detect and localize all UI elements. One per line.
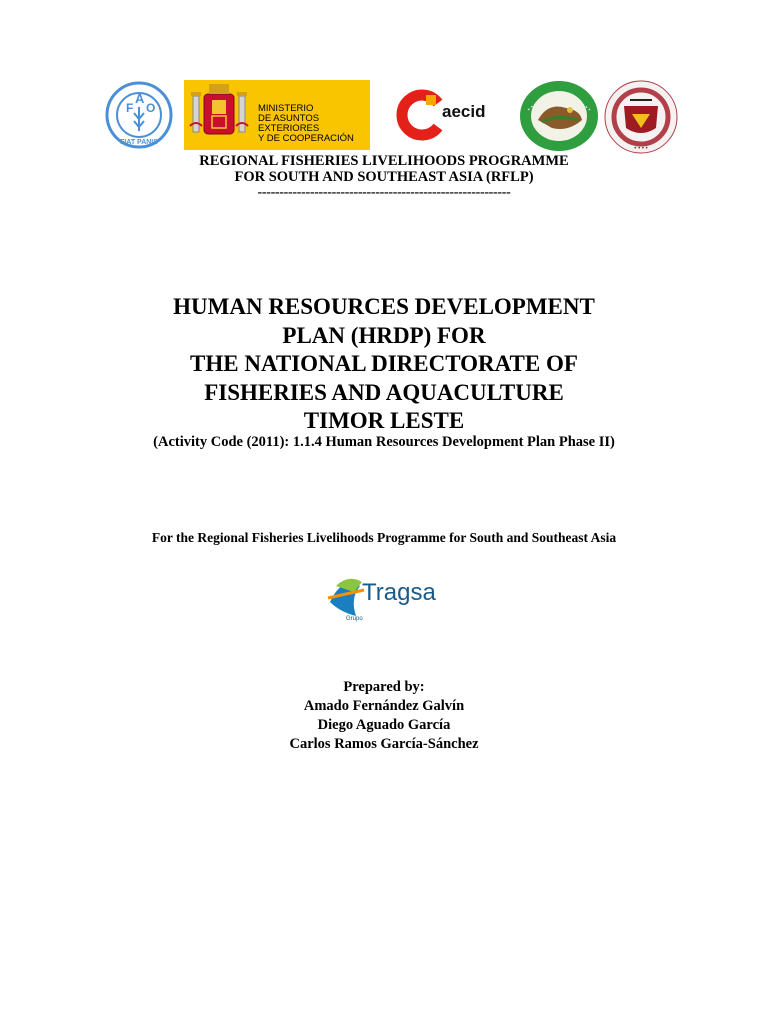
title-line-3: THE NATIONAL DIRECTORATE OF xyxy=(190,351,578,376)
svg-text:A: A xyxy=(135,91,145,106)
programme-line-2: FOR SOUTH AND SOUTHEAST ASIA (RFLP) xyxy=(234,169,534,185)
tragsa-name: Tragsa xyxy=(362,579,436,606)
tragsa-logo xyxy=(326,568,444,622)
aecid-logo xyxy=(370,80,518,150)
title-line-5: TIMOR LESTE xyxy=(303,408,465,433)
title-line-2: PLAN (HRDP) FOR xyxy=(282,322,486,348)
dashed-divider: ---------------------------------------------------------- xyxy=(257,185,511,200)
dnpa-seal xyxy=(518,80,600,152)
title-line-4: FISHERIES AND AQUACULTURE xyxy=(204,379,564,405)
svg-text:O: O xyxy=(146,101,156,115)
svg-text:F: F xyxy=(126,101,134,115)
ministerio-line: Y DE COOPERACIÓN xyxy=(258,133,354,144)
programme-heading xyxy=(0,153,768,185)
prepared-by-block xyxy=(0,678,768,754)
activity-code: (Activity Code (2011): 1.1.4 Human Resources Development Plan Phase II) xyxy=(153,434,615,450)
fao-motto: FIAT PANIS xyxy=(120,139,158,146)
aecid-name: aecid xyxy=(442,102,486,121)
svg-text:• • • •: • • • • xyxy=(634,146,648,152)
author-name: Carlos Ramos García-Sánchez xyxy=(289,736,479,752)
tragsa-sub: Grupo xyxy=(346,616,363,622)
logo-strip xyxy=(0,80,768,160)
rdtl-seal xyxy=(602,80,680,154)
fao-logo xyxy=(103,81,175,149)
ministerio-line: DE ASUNTOS EXTERIORES xyxy=(258,113,320,134)
ministerio-logo xyxy=(184,80,370,150)
for-programme-line: For the Regional Fisheries Livelihoods Programme for South and Southeast Asia xyxy=(151,530,617,545)
ministerio-name xyxy=(258,104,370,144)
document-title xyxy=(0,293,768,436)
programme-line-1: REGIONAL FISHERIES LIVELIHOODS PROGRAMME xyxy=(199,153,569,169)
author-name: Diego Aguado García xyxy=(317,717,451,733)
ministerio-line: MINISTERIO xyxy=(258,103,314,114)
author-name: Amado Fernández Galvín xyxy=(303,698,465,714)
prepared-by-label: Prepared by: xyxy=(343,679,425,695)
title-line-1: HUMAN RESOURCES DEVELOPMENT xyxy=(173,294,595,319)
